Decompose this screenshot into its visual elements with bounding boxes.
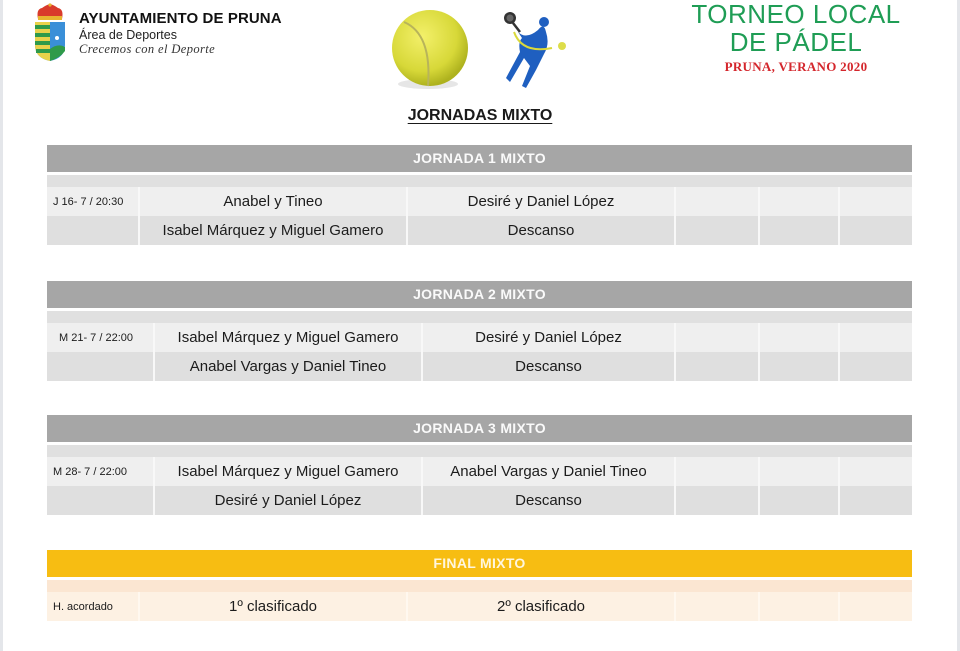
team-a: Isabel Márquez y Miguel Gamero (155, 323, 423, 352)
match-date (47, 216, 140, 245)
team-a: Anabel Vargas y Daniel Tineo (155, 352, 423, 381)
team-b: Desiré y Daniel López (408, 187, 676, 216)
team-a: Isabel Márquez y Miguel Gamero (155, 457, 423, 486)
jornada-1-header: JORNADA 1 MIXTO (47, 145, 912, 172)
score-cell (760, 486, 840, 515)
table-row (47, 216, 912, 245)
score-cell (676, 323, 760, 352)
table-row (47, 592, 912, 621)
table-row (47, 323, 912, 352)
page-title (0, 107, 960, 125)
team-b: 2º clasificado (408, 592, 676, 621)
match-date (47, 352, 155, 381)
score-cell (840, 187, 912, 216)
team-b: Desiré y Daniel López (423, 323, 676, 352)
match-date: M 21- 7 / 22:00 (47, 323, 155, 352)
tournament-subtitle: PRUNA, VERANO 2020 (724, 59, 868, 74)
score-cell (840, 216, 912, 245)
tennis-ball-icon (388, 4, 476, 92)
score-cell (676, 592, 760, 621)
match-date: M 28- 7 / 22:00 (47, 457, 155, 486)
score-cell (760, 457, 840, 486)
team-a: Desiré y Daniel López (155, 486, 423, 515)
score-cell (676, 216, 760, 245)
jornada-3-table (47, 415, 912, 515)
org-header (79, 10, 282, 57)
team-a: Anabel y Tineo (140, 187, 408, 216)
score-cell (676, 352, 760, 381)
final-header: FINAL MIXTO (47, 550, 912, 577)
table-row (47, 486, 912, 515)
municipal-crest-icon (32, 3, 68, 63)
score-cell (760, 323, 840, 352)
score-cell (760, 352, 840, 381)
table-spacer (47, 580, 912, 592)
team-b: Anabel Vargas y Daniel Tineo (423, 457, 676, 486)
score-cell (840, 323, 912, 352)
team-b: Descanso (423, 352, 676, 381)
table-spacer (47, 311, 912, 323)
score-cell (840, 457, 912, 486)
score-cell (676, 187, 760, 216)
team-a: Isabel Márquez y Miguel Gamero (140, 216, 408, 245)
score-cell (760, 592, 840, 621)
match-date (47, 486, 155, 515)
page-title-text: JORNADAS MIXTO (407, 107, 553, 124)
jornada-2-header: JORNADA 2 MIXTO (47, 281, 912, 308)
final-table (47, 550, 912, 621)
match-date: J 16- 7 / 20:30 (47, 187, 140, 216)
jornada-3-header: JORNADA 3 MIXTO (47, 415, 912, 442)
jornada-1-table (47, 145, 912, 245)
tournament-title (680, 0, 912, 75)
jornada-2-table (47, 281, 912, 381)
table-spacer (47, 175, 912, 187)
score-cell (840, 486, 912, 515)
score-cell (840, 592, 912, 621)
score-cell (676, 486, 760, 515)
org-subtitle: Área de Deportes (79, 28, 177, 42)
score-cell (760, 187, 840, 216)
score-cell (676, 457, 760, 486)
team-b: Descanso (408, 216, 676, 245)
score-cell (840, 352, 912, 381)
tournament-line1: TORNEO LOCAL (691, 0, 901, 29)
table-spacer (47, 445, 912, 457)
match-date: H. acordado (47, 592, 140, 621)
org-title: AYUNTAMIENTO DE PRUNA (79, 10, 282, 27)
tournament-line2: DE PÁDEL (729, 27, 863, 57)
team-a: 1º clasificado (140, 592, 408, 621)
table-row (47, 352, 912, 381)
org-motto: Crecemos con el Deporte (79, 42, 216, 56)
score-cell (760, 216, 840, 245)
table-row (47, 187, 912, 216)
table-row (47, 457, 912, 486)
padel-player-icon (500, 10, 572, 92)
team-b: Descanso (423, 486, 676, 515)
